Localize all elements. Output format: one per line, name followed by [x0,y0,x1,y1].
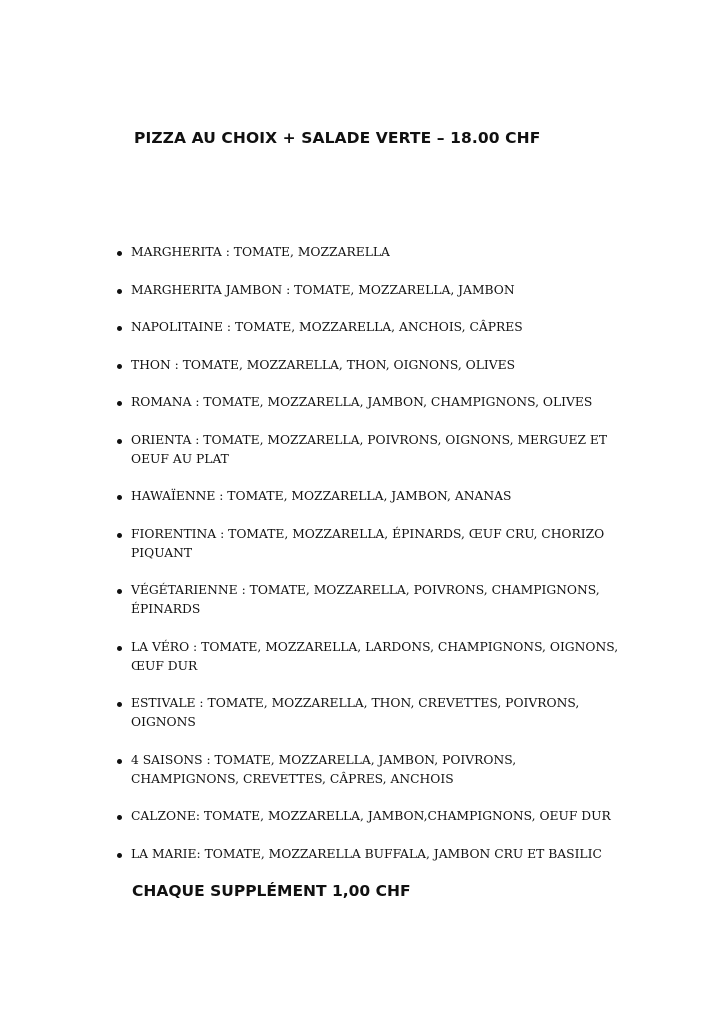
pizza-item: HAWAÏENNE : TOMATE, MOZZARELLA, JAMBON, ANANAS [0,487,724,506]
pizza-list [0,243,724,882]
pizza-item: 4 SAISONS : TOMATE, MOZZARELLA, JAMBON, POIVRONS, CHAMPIGNONS, CREVETTES, CÂPRES, ANCHOIS [0,751,724,789]
pizza-item: VÉGÉTARIENNE : TOMATE, MOZZARELLA, POIVRONS, CHAMPIGNONS, ÉPINARDS [0,581,724,619]
pizza-item: FIORENTINA : TOMATE, MOZZARELLA, ÉPINARDS, ŒUF CRU, CHORIZO PIQUANT [0,525,724,563]
pizza-item: ORIENTA : TOMATE, MOZZARELLA, POIVRONS, OIGNONS, MERGUEZ ET OEUF AU PLAT [0,431,724,469]
pizza-item: ROMANA : TOMATE, MOZZARELLA, JAMBON, CHAMPIGNONS, OLIVES [0,393,724,412]
pizza-item: LA VÉRO : TOMATE, MOZZARELLA, LARDONS, CHAMPIGNONS, OIGNONS, ŒUF DUR [0,638,724,676]
pizza-item: CALZONE: TOMATE, MOZZARELLA, JAMBON,CHAMPIGNONS, OEUF DUR [0,807,724,826]
pizza-item: MARGHERITA : TOMATE, MOZZARELLA [0,243,724,262]
menu-title: PIZZA AU CHOIX + SALADE VERTE – 18.00 CHF [134,129,541,147]
pizza-item: LA MARIE: TOMATE, MOZZARELLA BUFFALA, JAMBON CRU ET BASILIC [0,845,724,864]
pizza-item: NAPOLITAINE : TOMATE, MOZZARELLA, ANCHOIS, CÂPRES [0,318,724,337]
pizza-item: ESTIVALE : TOMATE, MOZZARELLA, THON, CREVETTES, POIVRONS, OIGNONS [0,694,724,732]
pizza-item: MARGHERITA JAMBON : TOMATE, MOZZARELLA, JAMBON [0,281,724,300]
supplement-note: CHAQUE SUPPLÉMENT 1,00 CHF [132,882,411,900]
pizza-item: THON : TOMATE, MOZZARELLA, THON, OIGNONS, OLIVES [0,356,724,375]
